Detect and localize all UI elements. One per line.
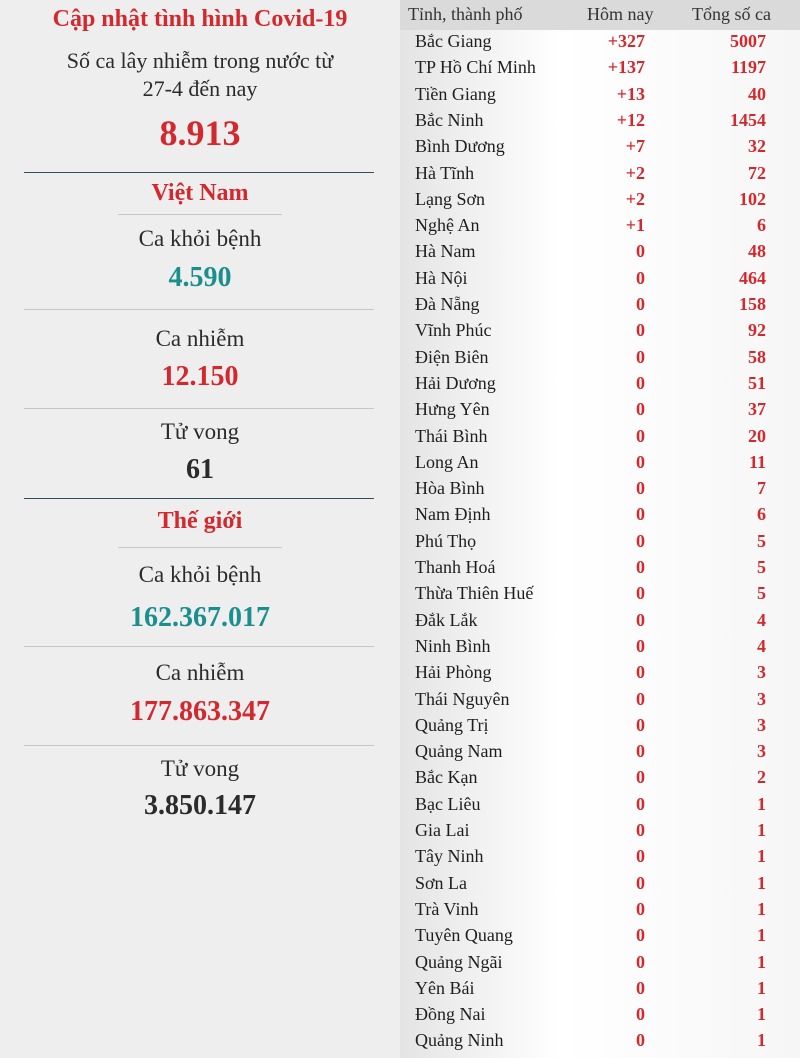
table-row	[400, 347, 800, 373]
table-row	[400, 899, 800, 925]
section-divider	[24, 498, 374, 499]
table-row	[400, 215, 800, 241]
total-cases: 3	[757, 714, 766, 735]
subtitle-line-2: 27-4 đến nay	[142, 76, 258, 101]
total-cases: 3	[757, 741, 766, 762]
total-cases: 1	[757, 793, 766, 814]
total-cases: 4	[757, 609, 766, 630]
province-name: Tiền Giang	[415, 83, 496, 104]
total-cases: 158	[739, 294, 766, 314]
total-cases: 2	[757, 767, 766, 788]
province-name: Hải Dương	[415, 372, 496, 393]
header-province: Tỉnh, thành phố	[408, 4, 523, 24]
table-row	[400, 925, 800, 951]
province-name: Thái Nguyên	[415, 688, 510, 709]
total-cases: 1197	[730, 57, 766, 78]
today-cases: 0	[636, 820, 645, 840]
today-cases: 0	[636, 346, 645, 367]
total-cases: 6	[757, 504, 766, 525]
province-name: Bắc Kạn	[415, 767, 478, 788]
table-row	[400, 294, 800, 320]
table-row	[400, 320, 800, 346]
province-name: Nghệ An	[415, 215, 480, 236]
province-name: Quảng Nam	[415, 741, 503, 762]
total-cases: 1	[757, 846, 766, 867]
today-cases: 0	[636, 372, 645, 393]
total-cases: 5	[757, 557, 766, 577]
table-row	[400, 426, 800, 452]
row-divider	[24, 646, 374, 647]
table-header	[400, 0, 800, 30]
province-name: Quảng Trị	[415, 714, 489, 735]
table-row	[400, 794, 800, 820]
heading-underline	[118, 547, 282, 548]
province-name: Bắc Ninh	[415, 109, 484, 130]
province-name: Nam Định	[415, 504, 491, 525]
vn-infected-value: 12.150	[161, 361, 239, 392]
world-heading: Thế giới	[157, 508, 243, 534]
province-name: Hòa Bình	[415, 478, 485, 499]
table-row	[400, 136, 800, 162]
total-cases: 464	[739, 267, 766, 288]
province-name: Vĩnh Phúc	[415, 320, 492, 341]
total-cases: 5007	[730, 31, 766, 51]
total-cases: 5	[757, 530, 766, 551]
table-row	[400, 610, 800, 636]
table-row	[400, 84, 800, 110]
province-name: Tây Ninh	[415, 846, 484, 867]
total-cases: 1	[757, 898, 766, 919]
world-recovered-value: 162.367.017	[130, 602, 270, 633]
table-row	[400, 241, 800, 267]
today-cases: +13	[616, 83, 645, 104]
table-row	[400, 531, 800, 557]
table-row	[400, 846, 800, 872]
total-cases: 1	[757, 872, 766, 893]
subtitle-line-1: Số ca lây nhiễm trong nước từ	[66, 48, 334, 73]
total-cases: 3	[757, 688, 766, 709]
today-cases: 0	[636, 320, 645, 341]
total-cases: 5	[757, 583, 766, 604]
today-cases: 0	[636, 977, 645, 998]
province-name: Đà Nẵng	[415, 294, 480, 314]
province-name: Hà Tĩnh	[415, 162, 475, 183]
total-cases: 4	[757, 635, 766, 656]
table-row	[400, 478, 800, 504]
row-divider	[24, 309, 374, 310]
today-cases: 0	[636, 925, 645, 946]
table-row	[400, 1004, 800, 1030]
vn-recovered-label: Ca khỏi bệnh	[138, 226, 262, 251]
today-cases: 0	[636, 294, 645, 314]
table-row	[400, 268, 800, 294]
today-cases: +1	[625, 215, 645, 236]
total-cases: 92	[748, 320, 766, 341]
domestic-total-value: 8.913	[159, 113, 241, 153]
today-cases: +7	[625, 136, 645, 157]
today-cases: 0	[636, 399, 645, 420]
today-cases: 0	[636, 662, 645, 683]
today-cases: 0	[636, 688, 645, 709]
total-cases: 1	[757, 1030, 766, 1051]
today-cases: 0	[636, 767, 645, 788]
total-cases: 11	[748, 451, 766, 472]
today-cases: 0	[636, 872, 645, 893]
today-cases: +12	[616, 109, 645, 130]
today-cases: 0	[636, 846, 645, 867]
total-cases: 51	[748, 372, 766, 393]
total-cases: 1	[757, 925, 766, 946]
province-name: Trà Vinh	[415, 898, 479, 919]
total-cases: 32	[748, 136, 766, 157]
total-cases: 1	[757, 1004, 766, 1025]
table-row	[400, 741, 800, 767]
table-row	[400, 399, 800, 425]
province-name: Hưng Yên	[415, 399, 490, 420]
vn-deaths-label: Tử vong	[160, 419, 240, 444]
table-row	[400, 504, 800, 530]
today-cases: 0	[636, 478, 645, 499]
province-name: Yên Bái	[415, 977, 475, 998]
total-cases: 1	[757, 951, 766, 972]
total-cases: 1454	[730, 109, 766, 130]
total-cases: 37	[748, 399, 766, 420]
table-row	[400, 557, 800, 583]
total-cases: 40	[748, 83, 766, 104]
total-cases: 20	[748, 425, 766, 446]
table-row	[400, 767, 800, 793]
province-name: Lạng Sơn	[415, 188, 486, 209]
province-name: Ninh Bình	[415, 635, 491, 656]
table-row	[400, 31, 800, 57]
province-name: Gia Lai	[415, 820, 470, 840]
today-cases: 0	[636, 557, 645, 577]
today-cases: 0	[636, 504, 645, 525]
world-deaths-value: 3.850.147	[144, 790, 256, 821]
today-cases: 0	[636, 741, 645, 762]
today-cases: 0	[636, 951, 645, 972]
today-cases: +137	[607, 57, 645, 78]
total-cases: 72	[748, 162, 766, 183]
province-name: Long An	[415, 451, 479, 472]
table-row	[400, 452, 800, 478]
row-divider	[24, 745, 374, 746]
total-cases: 1	[757, 977, 766, 998]
total-cases: 6	[757, 215, 766, 236]
province-name: Bắc Giang	[415, 31, 492, 51]
table-row	[400, 820, 800, 846]
table-row	[400, 978, 800, 1004]
today-cases: 0	[636, 451, 645, 472]
table-row	[400, 689, 800, 715]
vn-infected-label: Ca nhiễm	[155, 326, 245, 351]
province-name: Điện Biên	[415, 346, 489, 367]
province-name: Hà Nội	[415, 267, 468, 288]
today-cases: 0	[636, 714, 645, 735]
today-cases: 0	[636, 898, 645, 919]
total-cases: 1	[757, 820, 766, 840]
province-table	[400, 0, 800, 1058]
total-cases: 7	[757, 478, 766, 499]
vn-recovered-value: 4.590	[168, 262, 232, 293]
total-cases: 58	[748, 346, 766, 367]
header-total: Tổng số ca	[692, 4, 771, 24]
province-name: Đồng Nai	[415, 1004, 486, 1025]
province-name: Đắk Lắk	[415, 609, 478, 630]
province-name: Bạc Liêu	[415, 793, 481, 814]
today-cases: 0	[636, 1004, 645, 1025]
heading-underline	[118, 214, 282, 215]
world-deaths-label: Tử vong	[160, 756, 240, 781]
table-row	[400, 662, 800, 688]
today-cases: 0	[636, 1030, 645, 1051]
province-name: Hà Nam	[415, 241, 476, 262]
today-cases: +327	[607, 31, 645, 51]
province-name: Thừa Thiên Huế	[415, 583, 534, 604]
page-title: Cập nhật tình hình Covid-19	[52, 6, 348, 32]
table-row	[400, 1030, 800, 1056]
vn-deaths-value: 61	[186, 454, 214, 485]
today-cases: +2	[625, 162, 645, 183]
total-cases: 102	[739, 188, 766, 209]
today-cases: 0	[636, 635, 645, 656]
province-name: Phú Thọ	[415, 530, 477, 551]
today-cases: 0	[636, 793, 645, 814]
today-cases: +2	[625, 188, 645, 209]
today-cases: 0	[636, 425, 645, 446]
province-name: Bình Dương	[415, 136, 505, 157]
row-divider	[24, 408, 374, 409]
table-row	[400, 952, 800, 978]
today-cases: 0	[636, 267, 645, 288]
today-cases: 0	[636, 583, 645, 604]
province-name: Hải Phòng	[415, 662, 492, 683]
header-today: Hôm nay	[587, 4, 654, 24]
province-name: Quảng Ninh	[415, 1030, 504, 1051]
section-divider	[24, 172, 374, 173]
province-name: Thanh Hoá	[415, 557, 496, 577]
table-row	[400, 189, 800, 215]
table-row	[400, 715, 800, 741]
world-infected-label: Ca nhiễm	[155, 660, 245, 685]
table-row	[400, 110, 800, 136]
world-infected-value: 177.863.347	[130, 696, 270, 727]
table-row	[400, 57, 800, 83]
table-row	[400, 583, 800, 609]
today-cases: 0	[636, 241, 645, 262]
province-name: Quảng Ngãi	[415, 951, 503, 972]
table-row	[400, 873, 800, 899]
world-recovered-label: Ca khỏi bệnh	[138, 562, 262, 587]
province-name: Sơn La	[415, 872, 468, 893]
table-row	[400, 373, 800, 399]
vietnam-heading: Việt Nam	[151, 180, 249, 206]
province-name: Tuyên Quang	[415, 925, 513, 946]
total-cases: 3	[757, 662, 766, 683]
table-row	[400, 636, 800, 662]
province-name: Thái Bình	[415, 425, 488, 446]
today-cases: 0	[636, 609, 645, 630]
province-name: TP Hồ Chí Minh	[415, 57, 536, 78]
table-row	[400, 163, 800, 189]
today-cases: 0	[636, 530, 645, 551]
total-cases: 48	[748, 241, 766, 262]
